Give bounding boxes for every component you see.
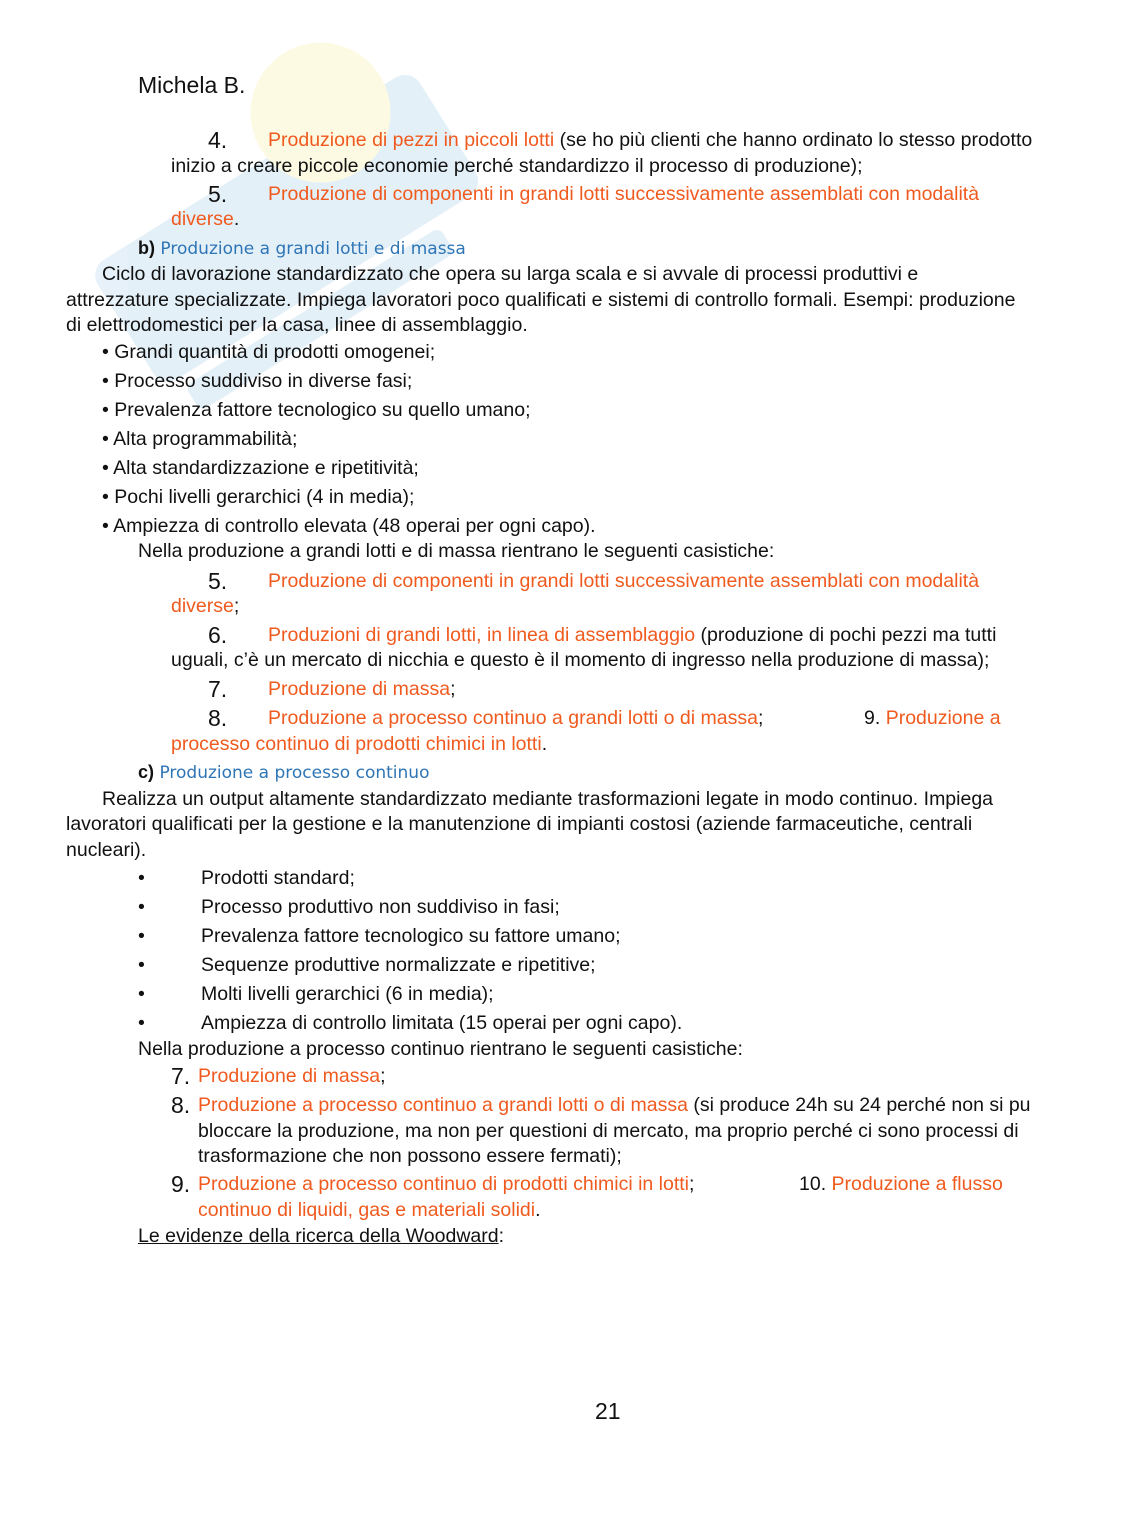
section-b-item-7-text [268,680,456,700]
highlighted-term: Produzione a processo continuo a grandi lotti o di massa [198,1094,688,1116]
section-b-paragraph-line-2: attrezzature specializzate. Impiega lavoratori poco qualificati e sistemi di controllo formali. Esempi: produzione [66,289,1016,311]
item-end: ; [233,595,240,617]
bullet-text: Ampiezza di controllo elevata (48 operai per ogni capo). [113,515,596,537]
section-c-item-10-continuation [198,1201,541,1221]
highlighted-term: diverse [171,208,234,230]
section-b-item-6-continuation: uguali, c’è un mercato di nicchia e questo è il momento di ingresso nella produzione di massa); [171,649,990,671]
section-c-item-10 [799,1175,1003,1195]
section-title: Produzione a grandi lotti e di massa [160,239,466,259]
bullet-text: Grandi quantità di prodotti omogenei; [114,341,436,363]
highlighted-term: processo continuo di prodotti chimici in lotti [171,733,542,755]
section-b-heading [138,239,466,259]
bullet-text: Alta standardizzazione e ripetitività; [113,457,419,479]
item-end: ; [689,1173,695,1195]
item-number: 4. [208,127,228,153]
section-b-item-5-text: Produzione di componenti in grandi lotti successivamente assemblati con modalità [268,570,980,592]
section-c-item-8-text [198,1096,1031,1116]
bullet-icon: • [138,896,145,918]
item-end: ; [450,678,456,700]
closing-line [138,1227,504,1247]
bullet-text: Molti livelli gerarchici (6 in media); [201,983,494,1005]
bullet-icon: • [102,486,109,508]
item-end: ; [380,1065,386,1087]
bullet-icon: • [138,925,145,947]
item-number: 10. [799,1173,827,1195]
bullet-text: Prevalenza fattore tecnologico su quello umano; [114,399,531,421]
bullet-icon: • [102,428,109,450]
bullet-item [102,459,419,479]
item-text: (se ho più clienti che hanno ordinato lo stesso prodotto [554,129,1033,151]
section-c-item-8-continuation-1: bloccare la produzione, ma non per questioni di mercato, ma proprio perché ci sono processi di [198,1120,1019,1142]
bullet-icon: • [102,515,109,537]
bullet-icon: • [102,399,109,421]
bullet-icon: • [102,457,109,479]
item-text: (produzione di pochi pezzi ma tutti [695,624,997,646]
highlighted-term: Produzione a processo continuo a grandi lotti o di massa [268,707,758,729]
item-number: 7. [171,1063,191,1089]
author-name: Michela B. [138,72,246,98]
section-letter: b) [138,238,155,258]
bullet-item [102,517,596,537]
closing-text: Le evidenze della ricerca della Woodward [138,1225,499,1247]
bullet-icon: • [102,370,109,392]
item-number: 6. [208,622,228,648]
section-c-intro: Nella produzione a processo continuo rientrano le seguenti casistiche: [138,1038,743,1060]
bullet-icon: • [102,341,109,363]
list-item-4-text [268,131,1032,151]
highlighted-term: Produzione di massa [268,678,451,700]
section-c-heading [138,763,429,783]
highlighted-term: Produzione a [885,707,1001,729]
item-end: ; [757,707,764,729]
bullet-text: Prevalenza fattore tecnologico su fattore umano; [201,925,621,947]
bullet-text: Processo produttivo non suddiviso in fasi; [201,896,560,918]
highlighted-term: Produzione di massa [198,1065,381,1087]
section-c-paragraph-line-2: lavoratori qualificati per la gestione e la manutenzione di impianti costosi (aziende farmaceutiche, centrali [66,813,973,835]
bullet-item [102,372,412,392]
highlighted-term: Produzioni di grandi lotti, in linea di assemblaggio [268,624,696,646]
section-b-item-8-text [268,709,763,729]
section-title: Produzione a processo continuo [159,763,430,783]
section-b-item-6-text [268,626,996,646]
section-b-item-9-continuation [171,735,547,755]
item-number: 5. [208,568,228,594]
item-number: 8. [208,705,228,731]
bullet-icon: • [138,954,145,976]
bullet-icon: • [138,983,145,1005]
section-letter: c) [138,762,155,782]
list-item-5 [208,183,227,207]
item-number: 9. [171,1171,191,1197]
item-text: (si produce 24h su 24 perché non si pu [687,1094,1031,1116]
highlighted-term: diverse [171,595,234,617]
closing-end: : [498,1225,505,1247]
bullet-text: Alta programmabilità; [113,428,298,450]
page-number: 21 [595,1398,621,1424]
section-c-paragraph-line-1: Realizza un output altamente standardizzato mediante trasformazioni legate in modo continuo. Impiega [102,788,994,810]
section-c-item-8-continuation-2: trasformazione che non possono essere fermati); [198,1145,622,1167]
section-c-item-9-text [198,1175,694,1195]
list-item-5-text: Produzione di componenti in grandi lotti successivamente assemblati con modalità [268,183,980,205]
section-b-paragraph-line-3: di elettrodomestici per la casa, linee di assemblaggio. [66,314,528,336]
section-b-item-9 [864,709,1001,729]
highlighted-term: Produzione a flusso [831,1173,1003,1195]
item-end: . [541,733,548,755]
list-item-4 [208,129,227,153]
section-c-item-7-text [198,1067,386,1087]
bullet-item [102,430,297,450]
bullet-text: Pochi livelli gerarchici (4 in media); [114,486,415,508]
highlighted-term: Produzione a processo continuo di prodotti chimici in lotti [198,1173,690,1195]
item-number: 7. [208,676,228,702]
item-number: 8. [171,1092,191,1118]
item-number: 9. [864,707,881,729]
section-c-paragraph-line-3: nucleari). [66,839,147,861]
bullet-text: Ampiezza di controllo limitata (15 operai per ogni capo). [201,1012,683,1034]
bullet-text: Processo suddiviso in diverse fasi; [114,370,413,392]
bullet-icon: • [138,1012,145,1034]
highlighted-term: Produzione di pezzi in piccoli lotti [268,129,555,151]
item-end: . [233,208,240,230]
section-b-item-5-continuation [171,597,239,617]
bullet-icon: • [138,867,145,889]
list-item-4-continuation: inizio a creare piccole economie perché standardizzo il processo di produzione); [171,155,863,177]
bullet-item [102,488,414,508]
highlighted-term: continuo di liquidi, gas e materiali solidi [198,1199,536,1221]
bullet-text: Prodotti standard; [201,867,355,889]
bullet-item [102,401,531,421]
section-b-paragraph-line-1: Ciclo di lavorazione standardizzato che opera su larga scala e si avvale di processi produttivi e [102,263,919,285]
item-end: . [535,1199,541,1221]
list-item-5-continuation [171,210,239,230]
bullet-text: Sequenze produttive normalizzate e ripetitive; [201,954,596,976]
section-b-intro: Nella produzione a grandi lotti e di massa rientrano le seguenti casistiche: [138,540,775,562]
bullet-item [102,343,435,363]
item-number: 5. [208,181,228,207]
